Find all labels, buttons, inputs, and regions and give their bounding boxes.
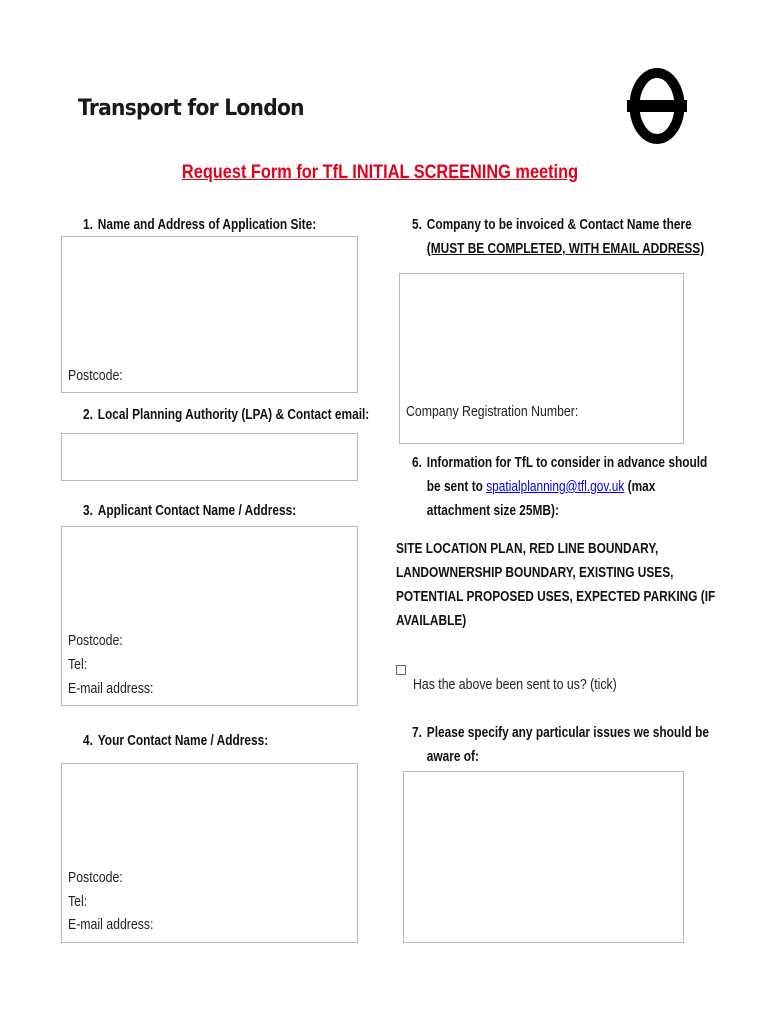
tfl-roundel-logo — [627, 64, 687, 148]
section-1-heading: 1. Name and Address of Application Site: — [83, 217, 317, 233]
section-5-requirement: (MUST BE COMPLETED, WITH EMAIL ADDRESS) — [426, 241, 705, 257]
site-postcode-label: Postcode: — [68, 367, 123, 384]
spatial-planning-email-link[interactable]: spatialplanning@tfl.gov.uk — [486, 479, 625, 495]
documents-sent-label: Has the above been sent to us? (tick) — [413, 676, 617, 693]
applicant-email-label: E-mail address: — [68, 680, 154, 697]
section-3-heading: 3. Applicant Contact Name / Address: — [83, 503, 297, 519]
info-line: AVAILABLE) — [396, 613, 467, 629]
your-postcode-label: Postcode: — [68, 869, 123, 886]
section-7-heading: 7. Please specify any particular issues we should be aware of: — [412, 725, 709, 765]
lpa-contact-field[interactable] — [61, 433, 358, 481]
section-4-heading: 4. Your Contact Name / Address: — [83, 733, 269, 749]
info-line: LANDOWNERSHIP BOUNDARY, EXISTING USES, — [396, 565, 674, 581]
info-line: SITE LOCATION PLAN, RED LINE BOUNDARY, — [396, 541, 659, 557]
form-title: Request Form for TfL INITIAL SCREENING meeting — [181, 162, 579, 183]
applicant-tel-label: Tel: — [68, 656, 88, 673]
company-registration-label: Company Registration Number: — [406, 403, 579, 420]
applicant-postcode-label: Postcode: — [68, 632, 123, 649]
your-tel-label: Tel: — [68, 893, 88, 910]
section-2-heading: 2. Local Planning Authority (LPA) & Contact email: — [83, 407, 370, 423]
section-6-heading: 6. Information for TfL to consider in advance should be sent to spatialplanning@tfl.gov.uk (max attachment size 25MB): — [412, 455, 708, 519]
organisation-name: Transport for London — [78, 96, 304, 121]
info-line: POTENTIAL PROPOSED USES, EXPECTED PARKING (IF — [396, 589, 716, 605]
particular-issues-field[interactable] — [403, 771, 684, 943]
documents-sent-checkbox[interactable] — [396, 665, 406, 675]
section-5-heading: 5. Company to be invoiced & Contact Name there (MUST BE COMPLETED, WITH EMAIL ADDRESS) — [412, 213, 704, 261]
required-documents-list — [396, 537, 715, 633]
your-email-label: E-mail address: — [68, 916, 154, 933]
